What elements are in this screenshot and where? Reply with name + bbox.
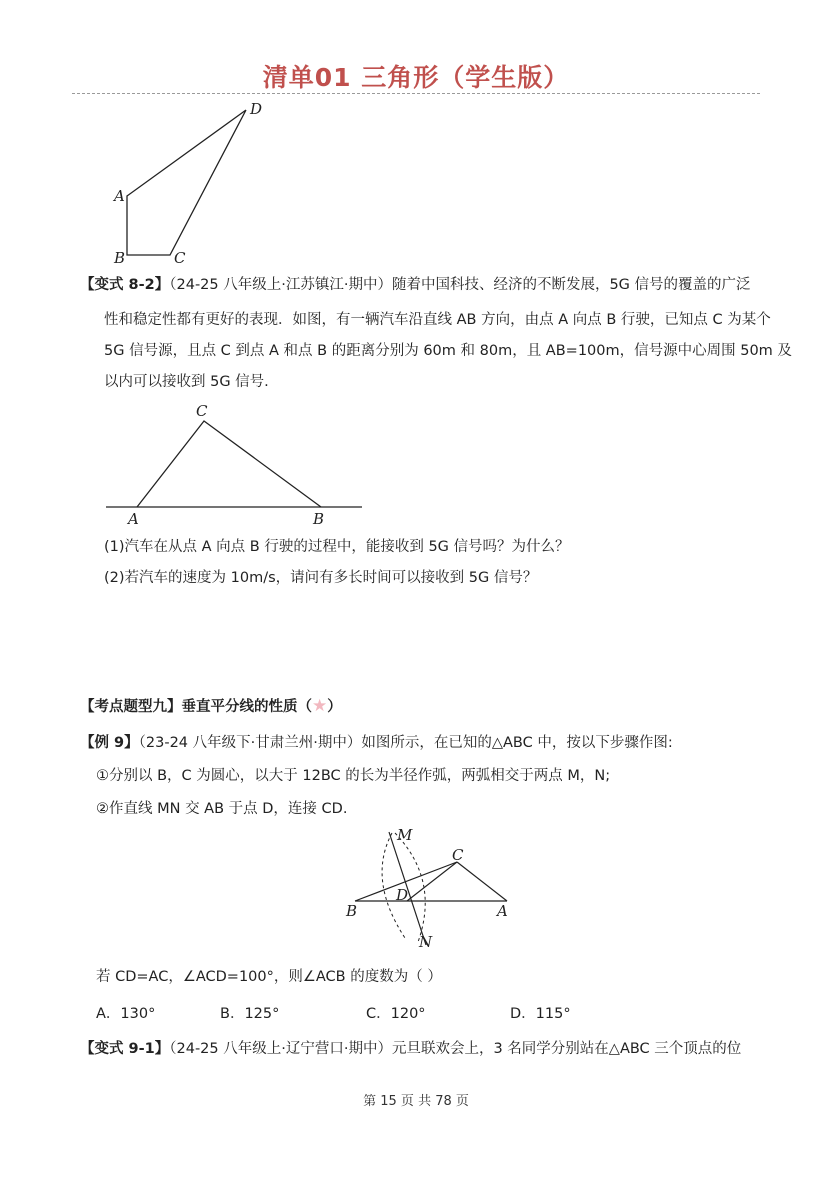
section-9-label: 【考点题型九】垂直平分线的性质（	[80, 699, 312, 715]
variant-8-2-line-2: 性和稳定性都有更好的表现．如图，有一辆汽车沿直线 AB 方向，由点 A 向点 B 行驶，已知点 C 为某个	[104, 312, 771, 328]
figure2-label-a: A	[128, 510, 139, 528]
variant-9-1-text: （24-25 八年级上·辽宁营口·期中）元旦联欢会上，3 名同学分别站在△ABC 三个顶点的位	[169, 1041, 742, 1057]
example-9-step-2: ②作直线 MN 交 AB 于点 D，连接 CD.	[96, 801, 348, 817]
figure2-label-b: B	[313, 510, 325, 528]
option-d: D．115°	[510, 1006, 571, 1022]
figure3-label-n: N	[419, 933, 433, 951]
page-number: 第 15 页 共 78 页	[363, 1094, 469, 1109]
option-c: C．120°	[366, 1006, 426, 1022]
variant-9-1	[80, 1039, 741, 1059]
variant-8-2-line-4: 以内可以接收到 5G 信号.	[104, 374, 269, 390]
example-9-tag: 【例 9】	[80, 735, 139, 751]
figure3-label-d: D	[396, 886, 409, 904]
variant-8-2-text-1: （24-25 八年级上·江苏镇江·期中）随着中国科技、经济的不断发展，5G 信号的覆盖的广泛	[169, 277, 751, 293]
figure3-label-c: C	[452, 846, 464, 864]
example-9-question: 若 CD=AC，∠ACD=100°，则∠ACB 的度数为（ ）	[96, 969, 442, 985]
option-a: A．130°	[96, 1006, 156, 1022]
question-2: (2)若汽车的速度为 10m/s，请问有多长时间可以接收到 5G 信号？	[104, 570, 538, 586]
figure3-label-a: A	[497, 902, 508, 920]
figure1-label-b: B	[114, 249, 126, 267]
example-9-intro-text: （23-24 八年级下·甘肃兰州·期中）如图所示，在已知的△ABC 中，按以下步骤作图:	[138, 735, 673, 751]
variant-8-2-line-3: 5G 信号源，且点 C 到点 A 和点 B 的距离分别为 60m 和 80m，且 AB=100m，信号源中心周围 50m 及	[104, 343, 792, 359]
figure3-label-m: M	[397, 826, 413, 844]
figure3-label-b: B	[346, 902, 358, 920]
segment-ca	[457, 862, 507, 901]
section-9-close: ）	[327, 699, 342, 715]
variant-8-2-tag: 【变式 8-2】	[80, 277, 170, 293]
variant-9-1-tag: 【变式 9-1】	[80, 1041, 170, 1057]
figure1-label-c: C	[174, 249, 186, 267]
example-9-step-1: ①分别以 B，C 为圆心，以大于 12BC 的长为半径作弧，两弧相交于两点 M，N;	[96, 768, 611, 784]
figure1-label-a: A	[114, 187, 125, 205]
figure2-label-c: C	[196, 402, 208, 420]
question-1: (1)汽车在从点 A 向点 B 行驶的过程中，能接收到 5G 信号吗？为什么？	[104, 539, 570, 555]
star-icon: ★	[312, 696, 328, 716]
option-b: B．125°	[220, 1006, 280, 1022]
figure1-label-d: D	[250, 100, 263, 118]
segment-cd	[407, 862, 457, 901]
page-title: 清单01 三角形（学生版）	[262, 63, 570, 92]
